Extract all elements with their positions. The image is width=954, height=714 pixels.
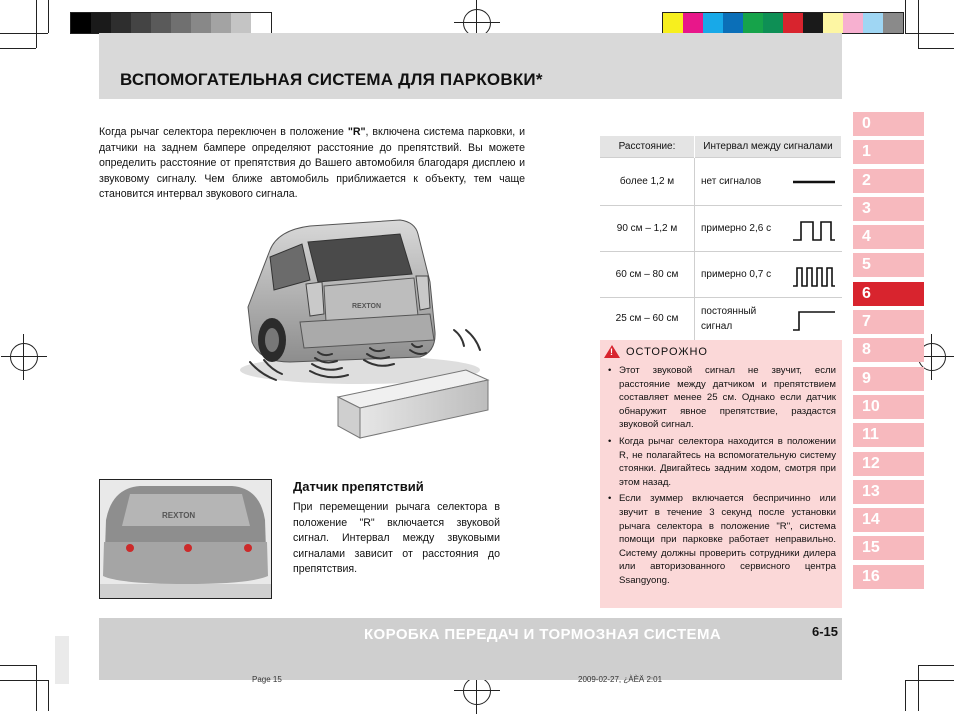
- crop-mark: [36, 665, 37, 711]
- color-swatch: [823, 13, 843, 33]
- svg-text:REXTON: REXTON: [162, 511, 196, 520]
- color-swatch: [723, 13, 743, 33]
- distance-cell: 60 см – 80 см: [600, 252, 695, 298]
- tab-chapter-3[interactable]: 3: [853, 197, 924, 221]
- color-swatch: [211, 13, 231, 33]
- crop-mark: [905, 33, 954, 34]
- signal-pattern-icon: [791, 304, 837, 334]
- color-swatch: [171, 13, 191, 33]
- tab-chapter-16[interactable]: 16: [853, 565, 924, 589]
- color-swatch: [251, 13, 271, 33]
- crop-mark: [905, 680, 906, 711]
- crop-mark: [918, 665, 919, 711]
- crop-mark: [918, 665, 954, 666]
- tab-chapter-11[interactable]: 11: [853, 423, 924, 447]
- caution-title: ОСТОРОЖНО: [626, 345, 708, 358]
- color-swatch: [683, 13, 703, 33]
- tab-chapter-2[interactable]: 2: [853, 169, 924, 193]
- color-swatch: [703, 13, 723, 33]
- crop-mark: [918, 0, 919, 48]
- tab-chapter-7[interactable]: 7: [853, 310, 924, 334]
- color-swatch: [763, 13, 783, 33]
- table-row: [600, 252, 842, 298]
- tab-chapter-13[interactable]: 13: [853, 480, 924, 504]
- tab-chapter-5[interactable]: 5: [853, 253, 924, 277]
- signal-pattern-icon: [791, 260, 837, 290]
- color-swatch: [191, 13, 211, 33]
- crop-mark: [918, 48, 954, 49]
- color-swatch: [91, 13, 111, 33]
- table-header-distance: Расстояние:: [600, 136, 695, 158]
- section-title: КОРОБКА ПЕРЕДАЧ И ТОРМОЗНАЯ СИСТЕМА: [364, 626, 722, 643]
- registration-mark-icon: [463, 677, 491, 705]
- caution-list: [608, 364, 836, 591]
- interval-text: примерно 2,6 с: [701, 223, 772, 234]
- chapter-tabs: [853, 112, 924, 593]
- distance-cell: 25 см – 60 см: [600, 298, 695, 340]
- tab-chapter-12[interactable]: 12: [853, 452, 924, 476]
- color-swatch: [131, 13, 151, 33]
- interval-text: постоянный сигнал: [701, 305, 757, 332]
- table-header-interval: Интервал между сигналами: [695, 136, 842, 158]
- tab-chapter-1[interactable]: 1: [853, 140, 924, 164]
- car-rear-illustration: [230, 212, 500, 442]
- crop-mark: [36, 0, 37, 48]
- footer-timestamp: 2009-02-27, ¿ÀÈÄ 2:01: [578, 675, 663, 684]
- tab-chapter-10[interactable]: 10: [853, 395, 924, 419]
- color-swatch: [803, 13, 823, 33]
- svg-text:REXTON: REXTON: [352, 303, 382, 310]
- crop-mark: [0, 48, 36, 49]
- distance-cell: более 1,2 м: [600, 158, 695, 206]
- sensor-section-title: Датчик препятствий: [293, 479, 424, 494]
- tab-chapter-9[interactable]: 9: [853, 367, 924, 391]
- interval-text: примерно 0,7 с: [701, 269, 772, 280]
- footer-page-label: Page 15: [252, 675, 282, 684]
- interval-text: нет сигналов: [701, 176, 762, 187]
- tab-chapter-6[interactable]: 6: [853, 282, 924, 306]
- interval-cell: [695, 298, 842, 340]
- crop-mark: [48, 0, 49, 33]
- caution-item: • Этот звуковой сигнал не звучит, если расстояние между датчиком и препятствием составляет менее 25 см. Однако если датчик обнаружит явное препятствие, раздастся звуковой сигнал.: [608, 364, 836, 432]
- caution-item: • Если зуммер включается беспричинно или звучит в течение 3 секунд после установки рычага селектора в положение "R", система помощи при парковке работает неправильно. Систему должны проверить сотрудники дилера или авторизованного сервисного центра Ssangyong.: [608, 492, 836, 587]
- margin-stub: [55, 636, 69, 684]
- color-swatch: [71, 13, 91, 33]
- table-row: [600, 298, 842, 340]
- crop-mark: [0, 33, 48, 34]
- color-swatch: [743, 13, 763, 33]
- crop-mark: [0, 680, 48, 681]
- crop-mark: [0, 665, 36, 666]
- sensor-paragraph: При перемещении рычага селектора в положение "R" включается звуковой сигнал. Интервал между звуковыми сигналами зависит от расстояния до препятствия.: [293, 501, 500, 576]
- color-swatch: [883, 13, 903, 33]
- table-row: [600, 158, 842, 206]
- grayscale-calibration-strip: [70, 12, 272, 34]
- color-calibration-strip: [662, 12, 904, 34]
- signal-pattern-icon: [791, 167, 837, 197]
- caution-box: [600, 340, 842, 608]
- rear-bumper-photo: [99, 479, 272, 599]
- interval-cell: [695, 252, 842, 298]
- interval-cell: [695, 206, 842, 252]
- registration-mark-icon: [10, 343, 38, 371]
- page-title: ВСПОМОГАТЕЛЬНАЯ СИСТЕМА ДЛЯ ПАРКОВКИ*: [120, 70, 543, 89]
- crop-mark: [48, 680, 49, 711]
- interval-cell: [695, 158, 842, 206]
- distance-interval-table: [600, 136, 842, 340]
- color-swatch: [231, 13, 251, 33]
- tab-chapter-15[interactable]: 15: [853, 536, 924, 560]
- tab-chapter-0[interactable]: 0: [853, 112, 924, 136]
- color-swatch: [111, 13, 131, 33]
- intro-paragraph: Когда рычаг селектора переключен в положение "R", включена система парковки, и датчики на заднем бампере определяют расстояние до препятствий. Вы можете определить расстояние от препятствия до Вашего автомобиля благодаря дисплею и звуковому сигналу. Чем ближе автомобиль приближается к объекту, тем чаще становится интервал звукового сигнала.: [99, 126, 525, 201]
- tab-chapter-8[interactable]: 8: [853, 338, 924, 362]
- distance-cell: 90 см – 1,2 м: [600, 206, 695, 252]
- tab-chapter-14[interactable]: 14: [853, 508, 924, 532]
- crop-mark: [905, 680, 954, 681]
- warning-triangle-icon: !: [604, 345, 620, 358]
- tab-chapter-4[interactable]: 4: [853, 225, 924, 249]
- signal-pattern-icon: [791, 214, 837, 244]
- color-swatch: [151, 13, 171, 33]
- color-swatch: [843, 13, 863, 33]
- table-row: [600, 206, 842, 252]
- caution-header: [604, 345, 708, 358]
- caution-item: • Когда рычаг селектора находится в положении R, не полагайтесь на вспомогательную систему стоянки. Двигайтесь задним ходом, смотря при этом назад.: [608, 435, 836, 489]
- crop-mark: [905, 0, 906, 33]
- color-swatch: [783, 13, 803, 33]
- color-swatch: [663, 13, 683, 33]
- page-number: 6-15: [812, 624, 839, 639]
- color-swatch: [863, 13, 883, 33]
